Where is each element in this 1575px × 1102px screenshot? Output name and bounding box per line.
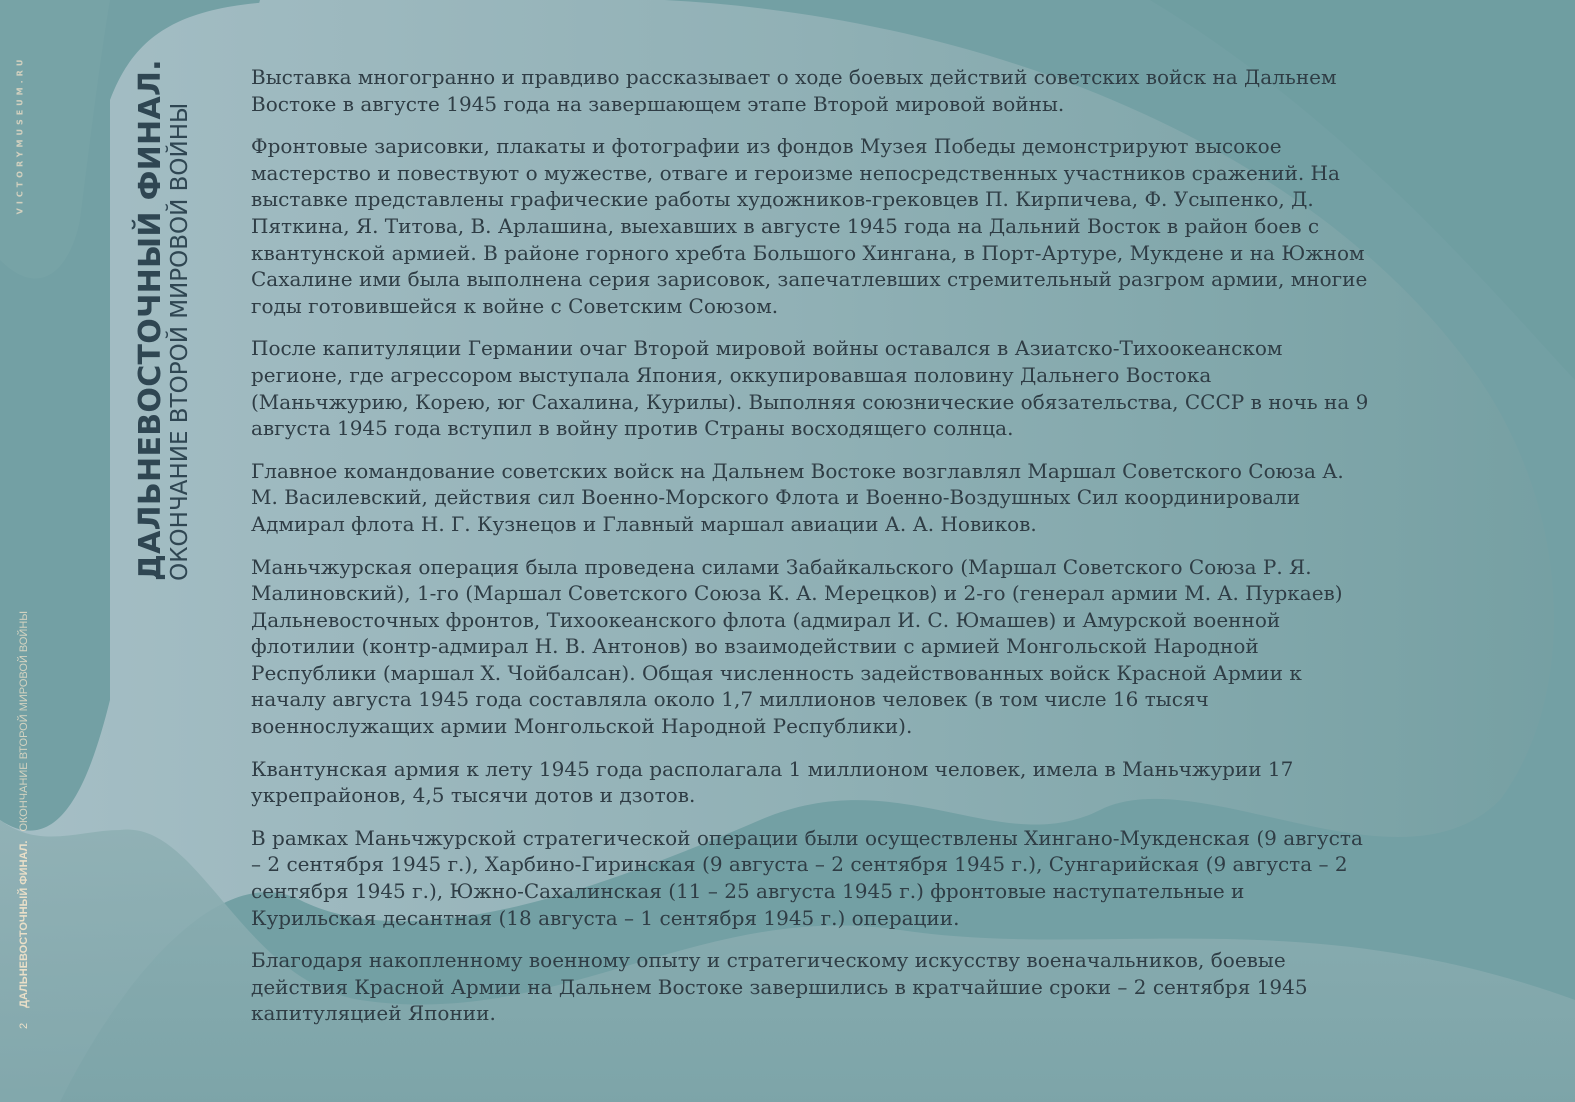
title-main: ДАЛЬНЕВОСТОЧНЫЙ ФИНАЛ.: [133, 59, 168, 581]
paragraph: Квантунская армия к лету 1945 года располагала 1 миллионом человек, имела в Маньчжурии 17 укрепрайонов, 4,5 тысячи дотов и дзотов.: [251, 756, 1294, 808]
paragraph: Выставка многогранно и правдиво рассказывает о ходе боевых действий советских войск на Дальнем Востоке в августе 1945 года на завершающем этапе Второй мировой войны.: [251, 65, 1337, 116]
paragraph: После капитуляции Германии очаг Второй мировой войны оставался в Азиатско-Тихоокеанском регионе, где агрессором выступала Япония, оккупировавшая половину Дальнего Востока (Маньчжурию, Корею, юг Сахалина, Курилы). Выполняя союзнические обязательства, СССР в ночь на 9 августа 1945 года вступил в войну против Страны восходящего солнца.: [251, 336, 1369, 441]
paragraph: Главное командование советских войск на Дальнем Востоке возглавлял Маршал Советского Союза А. М. Василевский, действия сил Военно-Морского Флота и Военно-Воздушных Сил координировали Адмирал флота Н. Г. Кузнецов и Главный маршал авиации А. А. Новиков.: [251, 458, 1344, 536]
website-url: VICTORYMUSEUM.RU: [15, 55, 25, 215]
article-body: [251, 64, 1371, 1043]
page-number: 2: [18, 1022, 30, 1030]
footer-title-bold: ДАЛЬНЕВОСТОЧНЫЙ ФИНАЛ.: [18, 840, 30, 1008]
paragraph: Фронтовые зарисовки, плакаты и фотографии из фондов Музея Победы демонстрируют высокое мастерство и повествуют о мужестве, отваге и героизме непосредственных участников сражений. На выставке представлены графические работы художников-грековцев П. Кирпичева, Ф. Усыпенко, Д. Пяткина, Я. Титова, В. Арлашина, выехавших в августе 1945 года на Дальний Восток в район боев с квантунской армией. В районе горного хребта Большого Хингана, в Порт-Артуре, Мукдене и на Южном Сахалине ими была выполнена серия зарисовок, запечатлевших стремительный разгром армии, многие годы готовившейся к войне с Советским Союзом.: [251, 134, 1368, 318]
page-title: [133, 59, 193, 581]
footer-title-light: ОКОНЧАНИЕ ВТОРОЙ МИРОВОЙ ВОЙНЫ: [18, 610, 30, 832]
title-sub: ОКОНЧАНИЕ ВТОРОЙ МИРОВОЙ ВОЙНЫ: [167, 102, 193, 581]
paragraph: Маньчжурская операция была проведена силами Забайкальского (Маршал Советского Союза Р. Я. Малиновский), 1-го (Маршал Советского Союза К. А. Мерецков) и 2-го (генерал армии М. А. Пуркаев) Дальневосточных фронтов, Тихоокеанского флота (адмирал И. С. Юмашев) и Амурской военной флотилии (контр-адмирал Н. В. Антонов) во взаимодействии с армией Монгольской Народной Республики (маршал Х. Чойбалсан). Общая численность задействованных войск Красной Армии к началу августа 1945 года составляла около 1,7 миллионов человек (в том числе 16 тысяч военнослужащих армии Монгольской Народной Республики).: [251, 554, 1343, 739]
paragraph: В рамках Маньчжурской стратегической операции были осуществлены Хингано-Мукденская (9 августа – 2 сентября 1945 г.), Харбино-Гиринская (9 августа – 2 сентября 1945 г.), Сунгарийская (9 августа – 2 сентября 1945 г.), Южно-Сахалинская (11 – 25 августа 1945 г.) фронтовые наступательные и Курильская десантная (18 августа – 1 сентября 1945 г.) операции.: [251, 825, 1363, 930]
page-footer: [18, 611, 30, 1029]
paragraph: Благодаря накопленному военному опыту и стратегическому искусству военачальников, боевые действия Красной Армии на Дальнем Востоке завершились в кратчайшие сроки – 2 сентября 1945 капитуляцией Японии.: [251, 948, 1308, 1026]
